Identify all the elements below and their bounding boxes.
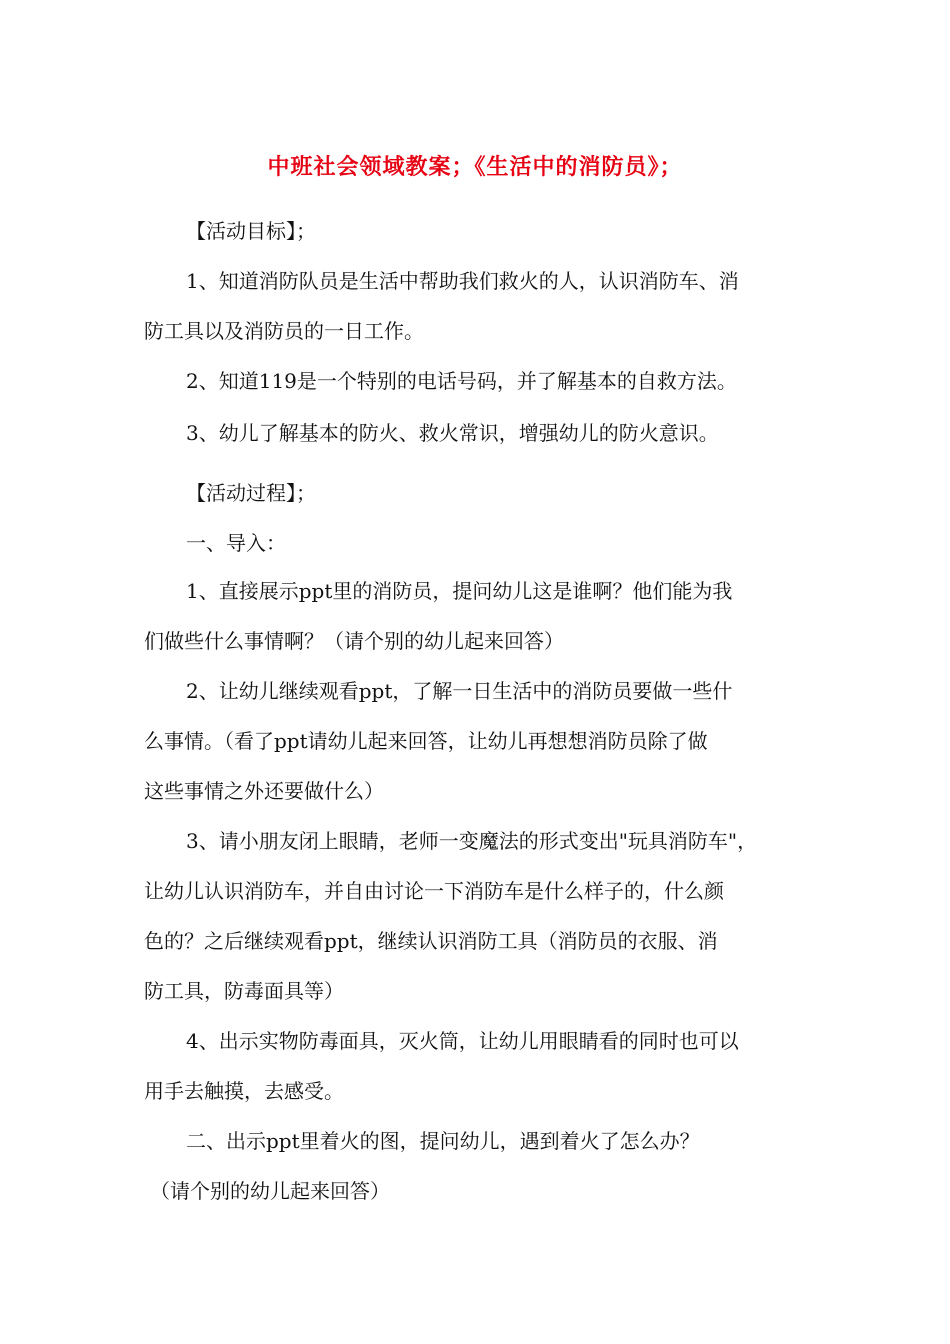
paragraph-line: 么事情。（看了ppt请幼儿起来回答，让幼儿再想想消防员除了做 [144,729,708,753]
paragraph-line: 防工具，防毒面具等） [144,979,344,1003]
section-heading-process: 【活动过程】； [186,481,316,505]
paragraph-line: 们做些什么事情啊？（请个别的幼儿起来回答） [144,629,564,653]
document-title: 中班社会领域教案；《生活中的消防员》； [267,154,683,180]
paragraph-line: 4、出示实物防毒面具，灭火筒，让幼儿用眼睛看的同时也可以 [186,1029,739,1053]
paragraph-line: 3、请小朋友闭上眼睛，老师一变魔法的形式变出"玩具消防车"， [186,829,758,853]
paragraph-line: 用手去触摸，去感受。 [144,1079,344,1103]
paragraph-line: 3、幼儿了解基本的防火、救火常识，增强幼儿的防火意识。 [186,421,719,445]
paragraph-line: （请个别的幼儿起来回答） [150,1179,390,1203]
paragraph-line: 二、出示ppt里着火的图，提问幼儿，遇到着火了怎么办？ [186,1129,700,1153]
paragraph-line: 防工具以及消防员的一日工作。 [144,319,424,343]
paragraph-line: 1、直接展示ppt里的消防员，提问幼儿这是谁啊？他们能为我 [186,579,733,603]
paragraph-line: 色的？之后继续观看ppt，继续认识消防工具（消防员的衣服、消 [144,929,718,953]
paragraph-line: 1、知道消防队员是生活中帮助我们救火的人，认识消防车、消 [186,269,739,293]
paragraph-line: 让幼儿认识消防车，并自由讨论一下消防车是什么样子的，什么颜 [144,879,724,903]
paragraph-line: 2、让幼儿继续观看ppt，了解一日生活中的消防员要做一些什 [186,679,733,703]
paragraph-line: 2、知道119是一个特别的电话号码，并了解基本的自救方法。 [186,369,737,393]
section-heading-goals: 【活动目标】； [186,219,316,243]
paragraph-line: 一、导入： [186,531,286,555]
paragraph-line: 这些事情之外还要做什么） [144,779,384,803]
